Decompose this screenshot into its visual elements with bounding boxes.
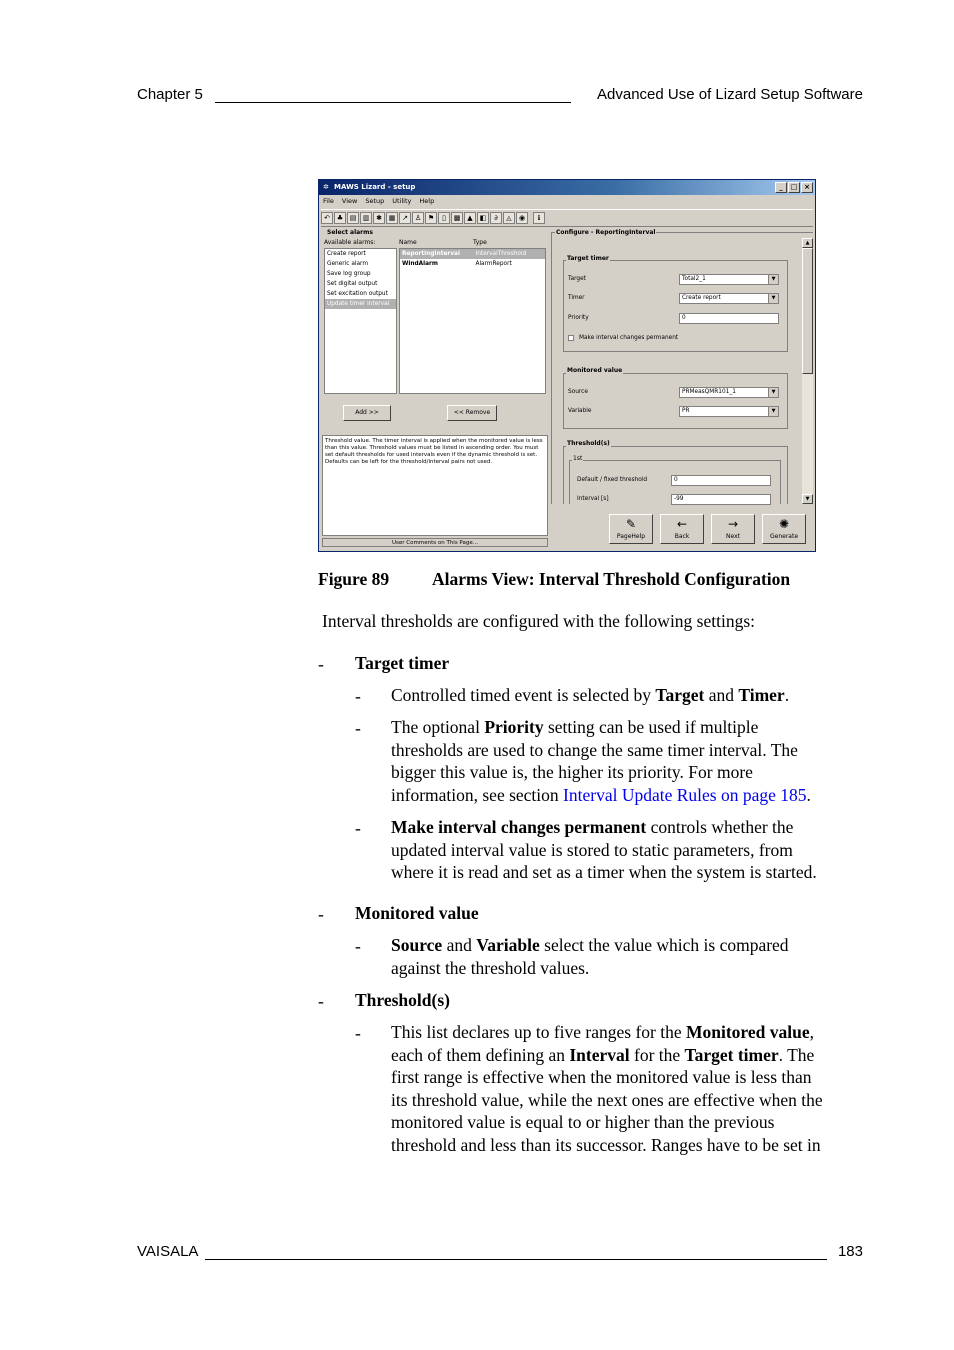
menu-help[interactable]: Help: [419, 197, 435, 205]
text-line: first range is effective when the monitored value is less than: [391, 1067, 812, 1087]
doc-icon[interactable]: ▯: [438, 212, 450, 224]
header-rule: [215, 102, 571, 103]
text: and: [704, 685, 739, 705]
table-row[interactable]: [400, 259, 545, 269]
bullet-dash: -: [355, 936, 361, 956]
table-row[interactable]: [400, 249, 545, 259]
text: information, see section: [391, 784, 564, 805]
flag-icon[interactable]: ⚑: [425, 212, 437, 224]
text: .: [784, 685, 790, 705]
person-icon[interactable]: ♙: [412, 212, 424, 224]
interval-update-rules-link[interactable]: Interval Update Rules on page 185: [563, 784, 807, 805]
text: for the: [629, 1044, 685, 1065]
priority-label: Priority: [568, 315, 589, 321]
bold-term: Source: [391, 935, 443, 955]
generate-button[interactable]: [762, 514, 806, 544]
figure-caption: [318, 569, 790, 590]
menu-file[interactable]: File: [323, 197, 334, 205]
next-button[interactable]: [711, 514, 755, 544]
grid-icon[interactable]: ▩: [451, 212, 463, 224]
text: setting can be used if multiple: [543, 717, 759, 737]
page-icon[interactable]: ◧: [477, 212, 489, 224]
undo-icon[interactable]: ↶: [321, 212, 333, 224]
link-icon[interactable]: ∂: [490, 212, 502, 224]
name-column-header: Name: [399, 239, 417, 246]
source-value: PRMeasQMR101_1: [682, 389, 736, 395]
arrow-right-icon: →: [727, 517, 739, 531]
list-item[interactable]: Save log group: [327, 271, 371, 277]
text-line: its threshold value, while the next ones are effective when the: [391, 1089, 823, 1110]
scroll-up-icon[interactable]: ▲: [802, 238, 813, 248]
page-footer: [137, 1243, 863, 1263]
available-alarms-list[interactable]: [324, 248, 397, 394]
globe-icon[interactable]: ◉: [516, 212, 528, 224]
text-line: bigger this value is, the higher its priority. For more: [391, 762, 753, 782]
info-icon[interactable]: ℹ: [533, 212, 545, 224]
alarm-type: IntervalThreshold: [475, 251, 527, 257]
scroll-down-icon[interactable]: ▼: [802, 494, 813, 504]
text: each of them defining an: [391, 1044, 570, 1065]
alarm-bell-icon[interactable]: ◬: [503, 212, 515, 224]
text: Controlled timed event is selected by: [391, 685, 656, 705]
dev-icon[interactable]: ▤: [347, 212, 359, 224]
configure-title: Configure - ReportingInterval: [556, 229, 656, 236]
list-item-selected[interactable]: Update timer interval: [325, 299, 396, 309]
text: ,: [809, 1022, 814, 1042]
text: .: [806, 784, 811, 805]
bold-term: Target timer: [684, 1044, 779, 1065]
arrow-icon[interactable]: ↗: [399, 212, 411, 224]
app-icon: ✲: [323, 183, 329, 191]
bold-term: Priority: [484, 717, 544, 737]
figure-title: Alarms View: Interval Threshold Configuration: [432, 569, 791, 589]
source-select[interactable]: [679, 387, 779, 398]
interval-label: Interval [s]: [577, 496, 609, 502]
menu-utility[interactable]: Utility: [392, 197, 412, 205]
maximize-button[interactable]: □: [788, 182, 800, 193]
section-target-timer: Target timer: [355, 653, 450, 673]
back-button[interactable]: [660, 514, 704, 544]
text-line: against the threshold values.: [391, 957, 590, 978]
generate-label: Generate: [769, 533, 799, 540]
alarm-type: AlarmReport: [475, 261, 512, 267]
bullet-dash: -: [355, 686, 361, 706]
bold-term: Target: [655, 685, 705, 705]
bullet-dash: -: [355, 1023, 361, 1043]
next-label: Next: [726, 533, 740, 540]
bullet-dash: -: [318, 991, 324, 1011]
bullet-dash: -: [355, 718, 361, 738]
list-icon[interactable]: ▦: [386, 212, 398, 224]
page-header: [137, 86, 863, 106]
variable-select[interactable]: [679, 406, 779, 417]
chapter-label: Chapter 5: [137, 86, 203, 103]
target-select[interactable]: [679, 274, 779, 285]
text: The optional: [391, 717, 485, 737]
type-column-header: Type: [473, 239, 487, 246]
page-number: 183: [837, 1243, 863, 1260]
back-label: Back: [674, 533, 690, 540]
timer-value: Create report: [682, 295, 721, 301]
available-alarms-label: Available alarms:: [324, 239, 376, 246]
timer-select[interactable]: [679, 293, 779, 304]
permanent-label: Make interval changes permanent: [579, 335, 679, 341]
chevron-down-icon[interactable]: ▼: [768, 275, 778, 284]
alarm-name: ReportingInterval: [402, 251, 460, 257]
bullet-dash: -: [318, 904, 324, 924]
text: . The: [778, 1044, 815, 1065]
pagehelp-label: PageHelp: [616, 533, 646, 540]
menu-setup[interactable]: Setup: [365, 197, 385, 205]
menu-bar: [319, 196, 815, 207]
bullet-target-timer-2: [391, 716, 861, 806]
bullet-thresholds-1: [391, 1021, 863, 1156]
user-comments-button[interactable]: User Comments on This Page...: [322, 538, 548, 547]
default-threshold-input[interactable]: 0: [671, 475, 771, 486]
list-item[interactable]: Create report: [327, 251, 366, 257]
pagehelp-button[interactable]: [609, 514, 653, 544]
source-label: Source: [568, 389, 588, 395]
text-line: thresholds are used to change the same timer interval. The: [391, 739, 798, 760]
window-titlebar: [319, 180, 815, 195]
target-timer-title: Target timer: [567, 255, 609, 262]
list-item[interactable]: Set excitation output: [327, 291, 388, 297]
bullet-target-timer-3: [391, 816, 861, 884]
permanent-checkbox[interactable]: [568, 335, 574, 341]
tree-icon[interactable]: ♣: [334, 212, 346, 224]
chevron-down-icon[interactable]: ▼: [768, 407, 778, 416]
intro-paragraph: Interval thresholds are configured with the following settings:: [322, 611, 756, 631]
lizard-window: [318, 179, 816, 552]
timer-label: Timer: [568, 295, 585, 301]
description-box: Threshold value. The timer interval is applied when the monitored value is less than this value. Threshold values must be listed in ascending order. You must set default thresholds for used intervals even if the dynamic threshold is set. Defaults can be left for the threshold/interval pairs not used.: [322, 435, 548, 536]
chevron-down-icon[interactable]: ▼: [768, 294, 778, 303]
bullet-dash: -: [318, 654, 324, 674]
menu-view[interactable]: View: [341, 197, 358, 205]
text: controls whether the: [646, 817, 794, 837]
arrow-left-icon: ←: [676, 517, 688, 531]
help-icon: ✎: [625, 517, 637, 531]
chart-icon[interactable]: ▲: [464, 212, 476, 224]
bold-term: Monitored value: [685, 1022, 810, 1042]
section-monitored-value: Monitored value: [355, 903, 479, 923]
toolbar: [321, 209, 813, 227]
minimize-button[interactable]: _: [775, 182, 787, 193]
bold-term: Timer: [738, 685, 785, 705]
section-thresholds: Threshold(s): [355, 990, 450, 1010]
alarm-name: WindAlarm: [402, 261, 438, 267]
figure-number: Figure 89: [318, 569, 390, 589]
default-threshold-label: Default / fixed threshold: [577, 477, 648, 483]
text-line: where it is read and set as a timer when the system is started.: [391, 862, 817, 882]
list-item[interactable]: Set digital output: [327, 281, 378, 287]
bold-term: Interval: [569, 1044, 630, 1065]
text: select the value which is compared: [539, 935, 789, 955]
window-title: MAWS Lizard - setup: [334, 183, 416, 191]
variable-value: PR: [682, 408, 690, 414]
dev2-icon[interactable]: ▥: [360, 212, 372, 224]
add-button[interactable]: Add >>: [343, 405, 391, 421]
thresholds-title: Threshold(s): [567, 440, 610, 447]
first-threshold-title: 1st: [573, 455, 583, 462]
generate-icon: ✺: [778, 517, 790, 531]
bold-term: Variable: [476, 935, 540, 955]
alarms-list[interactable]: [399, 248, 546, 394]
chapter-title: Advanced Use of Lizard Setup Software: [597, 86, 863, 103]
bullet-dash: -: [355, 818, 361, 838]
interval-input[interactable]: -99: [671, 494, 771, 505]
priority-input[interactable]: 0: [679, 313, 779, 324]
config-scrollbar[interactable]: [801, 238, 813, 504]
remove-button[interactable]: << Remove: [447, 405, 497, 421]
text-line: updated interval value is stored to static parameters, from: [391, 839, 793, 860]
bullet-monitored-value-1: [391, 934, 861, 979]
monitored-value-title: Monitored value: [567, 367, 623, 374]
target-value: Total2_1: [682, 276, 706, 282]
bold-term: Make interval changes permanent: [391, 817, 647, 837]
text-line: threshold and less than its successor. Ranges have to be set in: [391, 1134, 821, 1155]
text: and: [442, 935, 477, 955]
footer-company: VAISALA: [137, 1243, 199, 1260]
bullet-target-timer-1: [391, 684, 789, 707]
close-button[interactable]: ×: [801, 182, 813, 193]
footer-rule: [205, 1259, 827, 1260]
list-item[interactable]: Generic alarm: [327, 261, 368, 267]
text-line: monitored value is equal to or higher than the previous: [391, 1112, 775, 1132]
target-label: Target: [568, 276, 586, 282]
sensor-icon[interactable]: ✱: [373, 212, 385, 224]
monitored-value-group: [563, 373, 788, 429]
chevron-down-icon[interactable]: ▼: [768, 388, 778, 397]
select-alarms-title: Select alarms: [327, 229, 373, 236]
text: This list declares up to five ranges for the: [391, 1022, 686, 1042]
variable-label: Variable: [568, 408, 592, 414]
scroll-thumb[interactable]: [802, 248, 813, 374]
